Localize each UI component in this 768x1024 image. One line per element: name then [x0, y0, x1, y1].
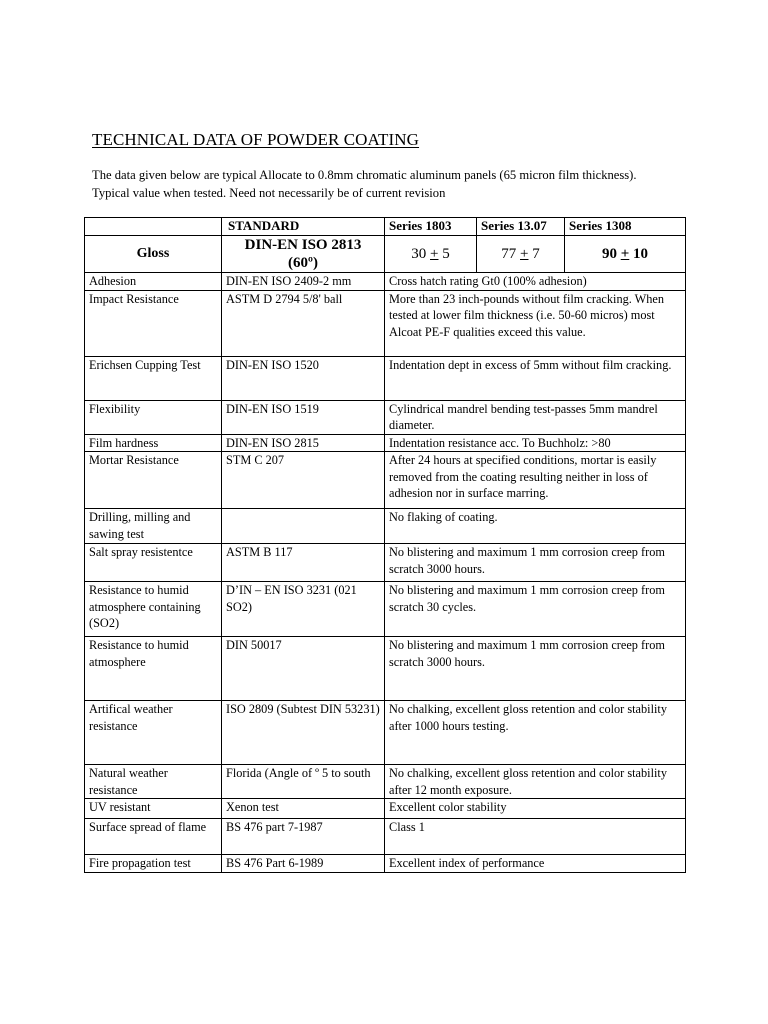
table-row: [85, 799, 686, 819]
standard-cell: BS 476 part 7-1987: [222, 819, 385, 855]
standard-cell: BS 476 Part 6-1989: [222, 855, 385, 873]
gloss-1803-plus-minus: +: [430, 245, 439, 262]
header-series-1307-cell: Series 13.07: [477, 218, 565, 236]
intro-paragraph: The data given below are typical Allocate to 0.8mm chromatic aluminum panels (65 micron film thickness). Typical value when tested. Need not necessarily be of current revision: [92, 168, 637, 200]
property-cell: Artifical weather resistance: [85, 701, 222, 765]
standard-cell: Florida (Angle of º 5 to south: [222, 765, 385, 799]
gloss-1308-plus-minus: +: [620, 245, 630, 262]
property-cell: Resistance to humid atmosphere: [85, 637, 222, 701]
table-row: [85, 400, 686, 434]
result-cell: No blistering and maximum 1 mm corrosion creep from scratch 3000 hours.: [385, 637, 686, 701]
gloss-1803-tolerance: 5: [442, 245, 450, 262]
property-cell: Flexibility: [85, 400, 222, 434]
standard-cell: ASTM B 117: [222, 544, 385, 582]
result-cell: Cylindrical mandrel bending test-passes 5mm mandrel diameter.: [385, 400, 686, 434]
table-row: [85, 356, 686, 400]
table-row: [85, 819, 686, 855]
standard-cell: Xenon test: [222, 799, 385, 819]
table-row: [85, 637, 686, 701]
result-cell: Excellent color stability: [385, 799, 686, 819]
header-standard-cell: STANDARD: [222, 218, 385, 236]
gloss-standard-line2: (60º): [288, 255, 318, 271]
standard-cell: DIN-EN ISO 1519: [222, 400, 385, 434]
property-cell: Erichsen Cupping Test: [85, 356, 222, 400]
result-cell: No chalking, excellent gloss retention and color stability after 12 month exposure.: [385, 765, 686, 799]
gloss-series-1803-cell: [385, 236, 477, 273]
property-cell: UV resistant: [85, 799, 222, 819]
table-row: [85, 509, 686, 544]
table-header-row: [85, 218, 686, 236]
standard-cell: D’IN – EN ISO 3231 (021 SO2): [222, 582, 385, 637]
property-cell: Mortar Resistance: [85, 452, 222, 509]
result-cell: No blistering and maximum 1 mm corrosion creep from scratch 3000 hours.: [385, 544, 686, 582]
table-row: [85, 582, 686, 637]
table-row: [85, 290, 686, 356]
gloss-1308-base: 90: [601, 245, 617, 262]
gloss-row: [85, 236, 686, 273]
property-cell: Natural weather resistance: [85, 765, 222, 799]
standard-cell: ASTM D 2794 5/8' ball: [222, 290, 385, 356]
standard-cell: [222, 509, 385, 544]
property-cell: Film hardness: [85, 434, 222, 452]
property-cell: Resistance to humid atmosphere containing (SO2): [85, 582, 222, 637]
header-series-1308-cell: Series 1308: [565, 218, 686, 236]
header-series-1803-cell: Series 1803: [385, 218, 477, 236]
result-cell: No blistering and maximum 1 mm corrosion creep from scratch 30 cycles.: [385, 582, 686, 637]
result-cell: Cross hatch rating Gt0 (100% adhesion): [385, 273, 686, 291]
gloss-series-1308-cell: [565, 236, 686, 273]
result-cell: After 24 hours at specified conditions, mortar is easily removed from the coating resulting neither in loss of adhesion nor in surface marring.: [385, 452, 686, 509]
property-cell: Salt spray resistentce: [85, 544, 222, 582]
standard-cell: STM C 207: [222, 452, 385, 509]
standard-cell: ISO 2809 (Subtest DIN 53231): [222, 701, 385, 765]
standard-cell: DIN-EN ISO 2815: [222, 434, 385, 452]
standard-cell: DIN-EN ISO 1520: [222, 356, 385, 400]
gloss-1307-plus-minus: +: [520, 245, 529, 262]
table-row: [85, 434, 686, 452]
table-row: [85, 452, 686, 509]
gloss-series-1307-cell: [477, 236, 565, 273]
gloss-label-cell: Gloss: [85, 236, 222, 273]
gloss-1308-tolerance: 10: [633, 245, 649, 262]
gloss-standard-cell: [222, 236, 385, 273]
technical-data-table: [84, 217, 686, 873]
property-cell: Surface spread of flame: [85, 819, 222, 855]
result-cell: Indentation resistance acc. To Buchholz: >80: [385, 434, 686, 452]
result-cell: Indentation dept in excess of 5mm without film cracking.: [385, 356, 686, 400]
table-row: [85, 855, 686, 873]
result-cell: More than 23 inch-pounds without film cracking. When tested at lower film thickness (i.e. 50-60 micros) most Alcoat PE-F qualities exceed this value.: [385, 290, 686, 356]
result-cell: No chalking, excellent gloss retention and color stability after 1000 hours testing.: [385, 701, 686, 765]
result-cell: Excellent index of performance: [385, 855, 686, 873]
standard-cell: DIN 50017: [222, 637, 385, 701]
standard-cell: DIN-EN ISO 2409-2 mm: [222, 273, 385, 291]
result-cell: Class 1: [385, 819, 686, 855]
property-cell: Adhesion: [85, 273, 222, 291]
table-row: [85, 701, 686, 765]
gloss-standard-line1: DIN-EN ISO 2813: [244, 237, 362, 253]
header-property-cell: [85, 218, 222, 236]
property-cell: Fire propagation test: [85, 855, 222, 873]
property-cell: Drilling, milling and sawing test: [85, 509, 222, 544]
result-cell: No flaking of coating.: [385, 509, 686, 544]
table-row: [85, 273, 686, 291]
property-cell: Impact Resistance: [85, 290, 222, 356]
table-row: [85, 765, 686, 799]
document-title: TECHNICAL DATA OF POWDER COATING: [92, 130, 420, 149]
gloss-1803-base: 30: [411, 245, 427, 262]
gloss-1307-base: 77: [501, 245, 517, 262]
table-row: [85, 544, 686, 582]
gloss-1307-tolerance: 7: [532, 245, 540, 262]
